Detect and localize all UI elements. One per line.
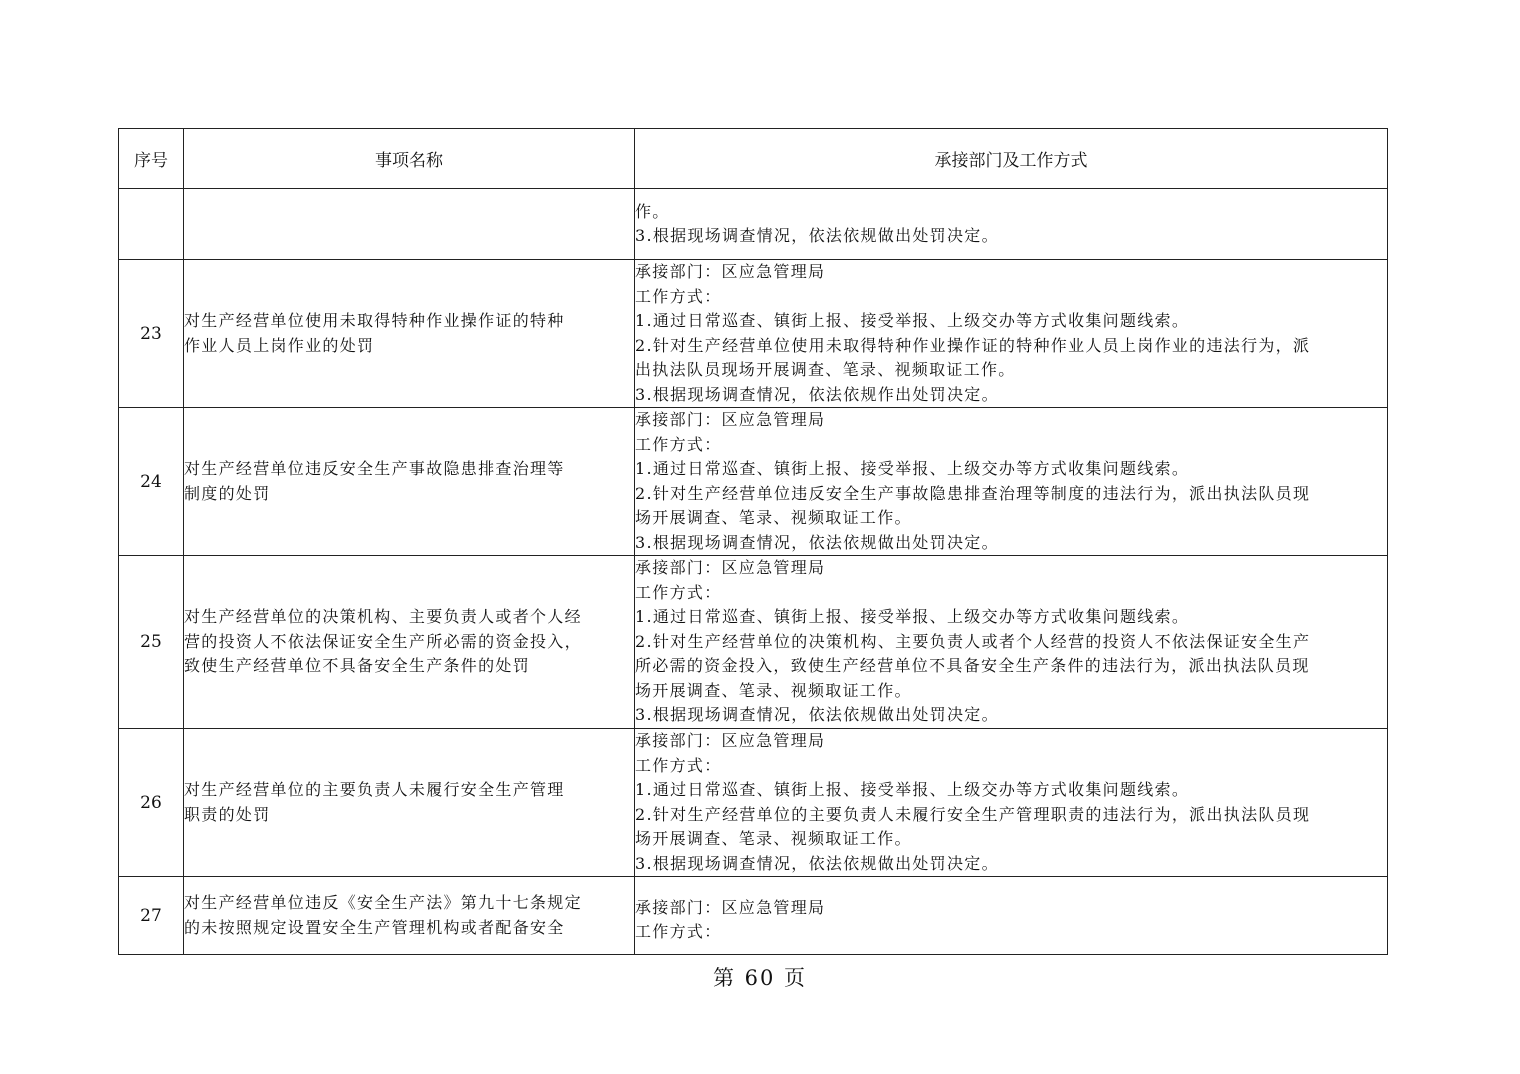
item-name-line: 的未按照规定设置安全生产管理机构或者配备安全 bbox=[184, 917, 565, 937]
method-line: 1.通过日常巡查、镇街上报、接受举报、上级交办等方式收集问题线索。 bbox=[635, 459, 1190, 478]
method-line: 承接部门：区应急管理局 bbox=[635, 410, 826, 429]
method-line: 3.根据现场调查情况，依法依规做出处罚决定。 bbox=[635, 853, 999, 873]
table-row bbox=[119, 260, 1388, 408]
cell-item-name bbox=[184, 260, 635, 408]
item-name-line: 制度的处罚 bbox=[184, 483, 271, 503]
method-line: 承接部门：区应急管理局 bbox=[635, 262, 826, 281]
cell-serial-number: 27 bbox=[119, 877, 184, 955]
method-line: 3.根据现场调查情况，依法依规做出处罚决定。 bbox=[635, 532, 999, 552]
method-line: 承接部门：区应急管理局 bbox=[635, 897, 826, 917]
method-line: 3.根据现场调查情况，依法依规做出处罚决定。 bbox=[635, 226, 999, 245]
method-line: 1.通过日常巡查、镇街上报、接受举报、上级交办等方式收集问题线索。 bbox=[635, 607, 1190, 627]
cell-department-method bbox=[635, 729, 1388, 877]
cell-serial-number: 26 bbox=[119, 729, 184, 877]
table-row-continuation bbox=[119, 189, 1388, 260]
table-row bbox=[119, 877, 1388, 955]
item-name-line: 营的投资人不依法保证安全生产所必需的资金投入， bbox=[184, 631, 582, 651]
cell-serial-number: 23 bbox=[119, 260, 184, 408]
item-name-line: 致使生产经营单位不具备安全生产条件的处罚 bbox=[184, 656, 531, 676]
method-line: 场开展调查、笔录、视频取证工作。 bbox=[635, 829, 912, 848]
item-name-line: 对生产经营单位违反《安全生产法》第九十七条规定 bbox=[184, 893, 582, 912]
cell-item-name bbox=[184, 729, 635, 877]
cell-serial-number: 25 bbox=[119, 556, 184, 729]
table-header-row bbox=[119, 129, 1388, 189]
method-line: 2.针对生产经营单位的决策机构、主要负责人或者个人经营的投资人不依法保证安全生产 bbox=[635, 631, 1311, 651]
table-row bbox=[119, 408, 1388, 556]
method-line: 工作方式： bbox=[635, 922, 722, 941]
method-line: 所必需的资金投入，致使生产经营单位不具备安全生产条件的违法行为，派出执法队员现 bbox=[635, 656, 1310, 676]
method-line: 工作方式： bbox=[635, 286, 722, 306]
method-line: 2.针对生产经营单位的主要负责人未履行安全生产管理职责的违法行为，派出执法队员现 bbox=[635, 804, 1311, 824]
cell-serial-number bbox=[119, 189, 184, 260]
cell-department-method bbox=[635, 877, 1388, 955]
cell-item-name bbox=[184, 189, 635, 260]
method-line: 工作方式： bbox=[635, 434, 722, 454]
item-name-line: 作业人员上岗作业的处罚 bbox=[184, 335, 375, 355]
header-item-name: 事项名称 bbox=[184, 129, 635, 189]
cell-serial-number: 24 bbox=[119, 408, 184, 556]
method-line: 3.根据现场调查情况，依法依规作出处罚决定。 bbox=[635, 384, 999, 404]
cell-item-name bbox=[184, 408, 635, 556]
method-line: 作。 bbox=[635, 201, 670, 221]
method-line: 2.针对生产经营单位使用未取得特种作业操作证的特种作业人员上岗作业的违法行为，派 bbox=[635, 335, 1311, 355]
cell-department-method bbox=[635, 189, 1388, 260]
method-line: 承接部门：区应急管理局 bbox=[635, 558, 826, 578]
item-name-line: 对生产经营单位使用未取得特种作业操作证的特种 bbox=[184, 311, 565, 330]
method-line: 承接部门：区应急管理局 bbox=[635, 731, 826, 750]
item-name-line: 对生产经营单位的决策机构、主要负责人或者个人经 bbox=[184, 607, 582, 627]
method-line: 2.针对生产经营单位违反安全生产事故隐患排查治理等制度的违法行为，派出执法队员现 bbox=[635, 483, 1311, 503]
matters-table bbox=[118, 128, 1388, 955]
method-line: 1.通过日常巡查、镇街上报、接受举报、上级交办等方式收集问题线索。 bbox=[635, 311, 1190, 330]
cell-department-method bbox=[635, 408, 1388, 556]
method-line: 场开展调查、笔录、视频取证工作。 bbox=[635, 680, 912, 700]
method-line: 1.通过日常巡查、镇街上报、接受举报、上级交办等方式收集问题线索。 bbox=[635, 780, 1190, 799]
method-line: 3.根据现场调查情况，依法依规做出处罚决定。 bbox=[635, 705, 999, 725]
method-line: 工作方式： bbox=[635, 755, 722, 775]
cell-department-method bbox=[635, 556, 1388, 729]
table-row bbox=[119, 729, 1388, 877]
cell-item-name bbox=[184, 877, 635, 955]
item-name-line: 对生产经营单位的主要负责人未履行安全生产管理 bbox=[184, 780, 565, 799]
table-row bbox=[119, 556, 1388, 729]
cell-item-name bbox=[184, 556, 635, 729]
header-serial-number: 序号 bbox=[119, 129, 184, 189]
method-line: 场开展调查、笔录、视频取证工作。 bbox=[635, 508, 912, 527]
item-name-line: 对生产经营单位违反安全生产事故隐患排查治理等 bbox=[184, 459, 565, 478]
page-number: 第 60 页 bbox=[712, 966, 808, 990]
cell-department-method bbox=[635, 260, 1388, 408]
item-name-line: 职责的处罚 bbox=[184, 804, 271, 824]
header-department-method: 承接部门及工作方式 bbox=[635, 129, 1388, 189]
method-line: 出执法队员现场开展调查、笔录、视频取证工作。 bbox=[635, 360, 1016, 379]
method-line: 工作方式： bbox=[635, 582, 722, 602]
